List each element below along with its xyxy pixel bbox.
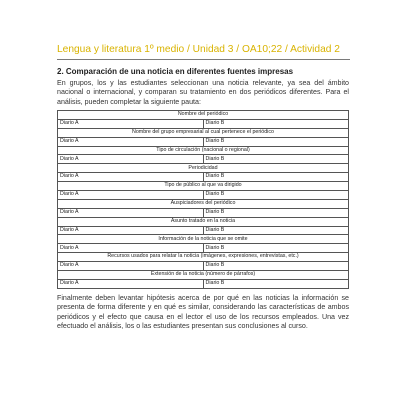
table-header-row: [58, 235, 349, 244]
table-cell-diario-a: Diario A: [58, 262, 204, 271]
table-cell-diario-b: Diario B: [203, 262, 349, 271]
table-cell-diario-a: Diario A: [58, 226, 204, 235]
table-cell-diario-a: Diario A: [58, 173, 204, 182]
table-cell-diario-a: Diario A: [58, 244, 204, 253]
table-row: [58, 279, 349, 288]
table-header-row: [58, 199, 349, 208]
table-cell-diario-b: Diario B: [203, 155, 349, 164]
table-row: [58, 173, 349, 182]
table-cell-diario-a: Diario A: [58, 119, 204, 128]
table-header-row: [58, 111, 349, 120]
table-cell-diario-b: Diario B: [203, 173, 349, 182]
table-cell-diario-a: Diario A: [58, 191, 204, 200]
table-header-row: [58, 217, 349, 226]
table-cell-diario-a: Diario A: [58, 155, 204, 164]
table-cell-diario-b: Diario B: [203, 208, 349, 217]
table-header-cell: Tipo de público al que va dirigido: [58, 182, 349, 191]
table-cell-diario-a: Diario A: [58, 208, 204, 217]
table-header-cell: Nombre del grupo empresarial al cual pertenece el periódico: [58, 128, 349, 137]
table-header-cell: Recursos usados para relatar la noticia (imágenes, expresiones, entrevistas, etc.): [58, 253, 349, 262]
table-header-row: [58, 271, 349, 280]
table-row: [58, 208, 349, 217]
table-cell-diario-b: Diario B: [203, 226, 349, 235]
table-header-cell: Nombre del periódico: [58, 111, 349, 120]
table-cell-diario-b: Diario B: [203, 191, 349, 200]
table-header-cell: Auspiciadores del periódico: [58, 199, 349, 208]
table-row: [58, 119, 349, 128]
table-header-cell: Asunto tratado en la noticia: [58, 217, 349, 226]
comparison-table: [57, 110, 349, 289]
table-header-cell: Información de la noticia que se omite: [58, 235, 349, 244]
table-cell-diario-b: Diario B: [203, 119, 349, 128]
table-header-row: [58, 253, 349, 262]
header-divider: [57, 59, 350, 60]
closing-paragraph: Finalmente deben levantar hipótesis acerca de por qué en las noticias la información se presenta de forma diferente y en qué es similar, considerando las características de ambos periódicos y el efecto que causa en el lector el uso de los recursos empleados. Una vez efectuado el análisis, los o las estudiantes presentan sus conclusiones al curso.: [57, 294, 349, 331]
table-row: [58, 244, 349, 253]
section-heading: 2. Comparación de una noticia en diferentes fuentes impresas: [57, 67, 294, 76]
table-cell-diario-b: Diario B: [203, 279, 349, 288]
table-row: [58, 137, 349, 146]
table-header-cell: Extensión de la noticia (número de párrafos): [58, 271, 349, 280]
table-header-row: [58, 128, 349, 137]
table-cell-diario-a: Diario A: [58, 279, 204, 288]
table-row: [58, 226, 349, 235]
table-row: [58, 155, 349, 164]
table-header-cell: Periodicidad: [58, 164, 349, 173]
table-header-row: [58, 146, 349, 155]
table-cell-diario-b: Diario B: [203, 244, 349, 253]
table-row: [58, 262, 349, 271]
table-header-cell: Tipo de circulación (nacional o regional): [58, 146, 349, 155]
table-cell-diario-b: Diario B: [203, 137, 349, 146]
intro-paragraph: En grupos, los y las estudiantes seleccionan una noticia relevante, ya sea del ámbito nacional o internacional, y comparan su tratamiento en dos periódicos diferentes. Para el análisis, pueden completar la siguiente pauta:: [57, 79, 349, 106]
table-header-row: [58, 164, 349, 173]
table-row: [58, 191, 349, 200]
page-header-title: Lengua y literatura 1º medio / Unidad 3 / OA10;22 / Actividad 2: [57, 44, 340, 55]
table-cell-diario-a: Diario A: [58, 137, 204, 146]
table-header-row: [58, 182, 349, 191]
